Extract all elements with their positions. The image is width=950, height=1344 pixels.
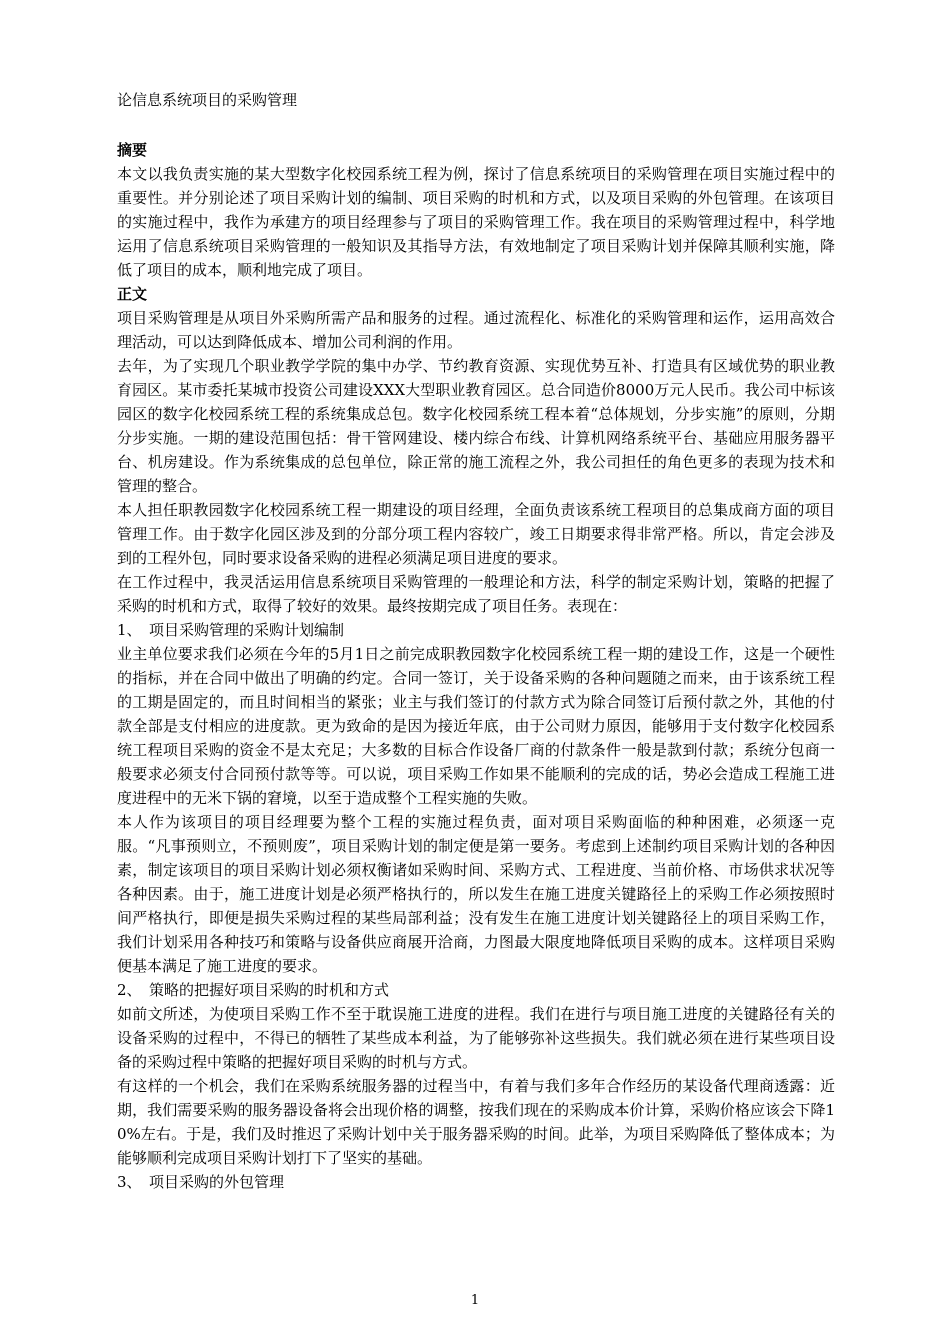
section-1-paragraph: 业主单位要求我们必须在今年的5月1日之前完成职教园数字化校园系统工程一期的建设工作，这是一个硬性的指标，并在合同中做出了明确的约定。合同一签订，关于设备采购的各种问题随之而来，由于该系统工程的工期是固定的，而且时间相当的紧张；业主与我们签订的付款方式为除合同签订后预付款之外，其他的付款全部是支付相应的进度款。更为致命的是因为接近年底，由于公司财力原因，能够用于支付数字化校园系统工程项目采购的资金不是太充足；大多数的目标合作设备厂商的付款条件一般是款到付款；系统分包商一般要求必须支付合同预付款等等。可以说，项目采购工作如果不能顺利的完成的话，势必会造成工程施工进度进程中的无米下锅的窘境，以至于造成整个工程实施的失败。 [117,645,835,807]
section-2-heading [117,978,835,1002]
abstract-paragraph: 本文以我负责实施的某大型数字化校园系统工程为例，探讨了信息系统项目的采购管理在项目实施过程中的重要性。并分别论述了项目采购计划的编制、项目采购的时机和方式，以及项目采购的外包管理。在该项目的实施过程中，我作为承建方的项目经理参与了项目的采购管理工作。我在项目的采购管理过程中，科学地运用了信息系统项目采购管理的一般知识及其指导方法，有效地制定了项目采购计划并保障其顺利实施，降低了项目的成本，顺利地完成了项目。 [117,165,835,279]
section-1-heading [117,618,835,642]
document-page [117,88,835,1194]
section-2-paragraph: 有这样的一个机会，我们在采购系统服务器的过程当中，有着与我们多年合作经历的某设备代理商透露：近期，我们需要采购的服务器设备将会出现价格的调整，按我们现在的采购成本价计算，采购价格应该会下降10%左右。于是，我们及时推迟了采购计划中关于服务器采购的时间。此举，为项目采购降低了整体成本；为能够顺利完成项目采购计划打下了坚实的基础。 [117,1077,835,1167]
section-1-number: 1、 [117,621,142,639]
section-3-number: 3、 [117,1173,142,1191]
section-2-title: 策略的把握好项目采购的时机和方式 [149,981,390,999]
body-paragraph: 在工作过程中，我灵活运用信息系统项目采购管理的一般理论和方法，科学的制定采购计划，策略的把握了采购的时机和方式，取得了较好的效果。最终按期完成了项目任务。表现在： [117,573,835,615]
page-number: 1 [470,1293,480,1308]
section-1-paragraph: 本人作为该项目的项目经理要为整个工程的实施过程负责，面对项目采购面临的种种困难，必须逐一克服。“凡事预则立，不预则废”，项目采购计划的制定便是第一要务。考虑到上述制约项目采购计划的各种因素，制定该项目的项目采购计划必须权衡诸如采购时间、采购方式、工程进度、当前价格、市场供求状况等各种因素。由于，施工进度计划是必须严格执行的，所以发生在施工进度关键路径上的采购工作必须按照时间严格执行，即便是损失采购过程的某些局部利益；没有发生在施工进度计划关键路径上的项目采购工作，我们计划采用各种技巧和策略与设备供应商展开洽商，力图最大限度地降低项目采购的成本。这样项目采购便基本满足了施工进度的要求。 [117,813,835,975]
section-1-title: 项目采购管理的采购计划编制 [149,621,345,639]
section-3-title: 项目采购的外包管理 [149,1173,285,1191]
section-2-paragraph: 如前文所述，为使项目采购工作不至于耽误施工进度的进程。我们在进行与项目施工进度的关键路径有关的设备采购的过程中，不得已的牺牲了某些成本利益，为了能够弥补这些损失。我们就必须在进行某些项目设备的采购过程中策略的把握好项目采购的时机与方式。 [117,1005,835,1071]
section-3-heading [117,1170,835,1194]
section-2-number: 2、 [117,981,142,999]
body-paragraph: 去年，为了实现几个职业教学学院的集中办学、节约教育资源、实现优势互补、打造具有区域优势的职业教育园区。某市委托某城市投资公司建设XXX大型职业教育园区。总合同造价8000万元人民币。我公司中标该园区的数字化校园系统工程的系统集成总包。数字化校园系统工程本着“总体规划，分步实施”的原则，分期分步实施。一期的建设范围包括：骨干管网建设、楼内综合布线、计算机网络系统平台、基础应用服务器平台、机房建设。作为系统集成的总包单位，除正常的施工流程之外，我公司担任的角色更多的表现为技术和管理的整合。 [117,357,835,495]
document-title: 论信息系统项目的采购管理 [117,91,298,109]
abstract-heading: 摘要 [117,141,148,159]
body-paragraph: 本人担任职教园数字化校园系统工程一期建设的项目经理，全面负责该系统工程项目的总集成商方面的项目管理工作。由于数字化园区涉及到的分部分项工程内容较广，竣工日期要求得非常严格。所以，肯定会涉及到的工程外包，同时要求设备采购的进程必须满足项目进度的要求。 [117,501,835,567]
body-paragraph: 项目采购管理是从项目外采购所需产品和服务的过程。通过流程化、标准化的采购管理和运作，运用高效合理活动，可以达到降低成本、增加公司利润的作用。 [117,309,835,351]
body-heading: 正文 [117,285,148,303]
